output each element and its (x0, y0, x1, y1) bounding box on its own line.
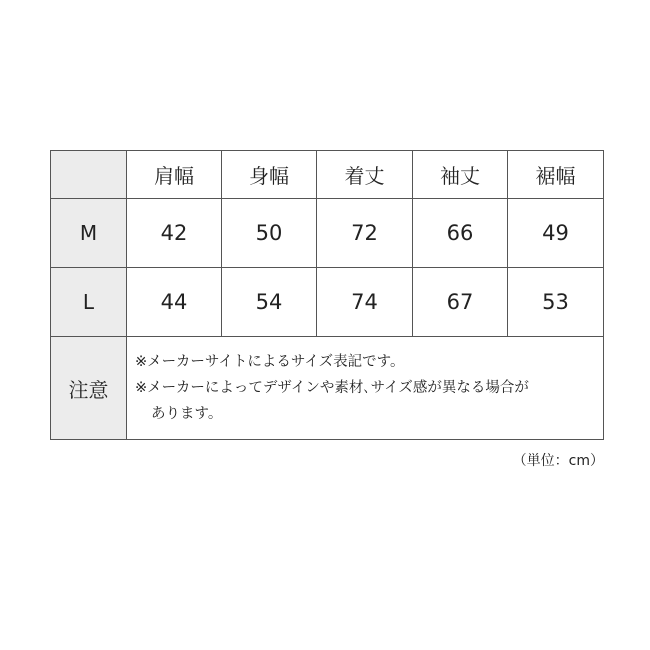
table-cell: 44 (127, 268, 222, 337)
note-line: ※メーカーによってデザインや素材､サイズ感が異なる場合が (135, 380, 529, 396)
note-line: ※メーカーサイトによるサイズ表記です。 (135, 354, 405, 370)
row-label-size: M (51, 199, 127, 268)
col-header-shoulder: 肩幅 (127, 151, 222, 199)
note-cell (127, 337, 604, 440)
col-header-length: 着丈 (317, 151, 413, 199)
table-cell: 49 (508, 199, 604, 268)
size-table (50, 150, 604, 440)
table-row (51, 199, 604, 268)
table-cell: 53 (508, 268, 604, 337)
corner-cell (51, 151, 127, 199)
table-cell: 74 (317, 268, 413, 337)
note-row (51, 337, 604, 440)
note-line: あります。 (151, 406, 223, 422)
table-cell: 66 (413, 199, 508, 268)
table-cell: 50 (222, 199, 317, 268)
table-row (51, 268, 604, 337)
table-cell: 54 (222, 268, 317, 337)
col-header-body-width: 身幅 (222, 151, 317, 199)
header-row (51, 151, 604, 199)
row-label-size: L (51, 268, 127, 337)
table-cell: 72 (317, 199, 413, 268)
col-header-hem-width: 裾幅 (508, 151, 604, 199)
table-cell: 42 (127, 199, 222, 268)
note-label: 注意 (51, 337, 127, 440)
table-cell: 67 (413, 268, 508, 337)
col-header-sleeve: 袖丈 (413, 151, 508, 199)
unit-label: （単位：cm） (512, 453, 604, 469)
